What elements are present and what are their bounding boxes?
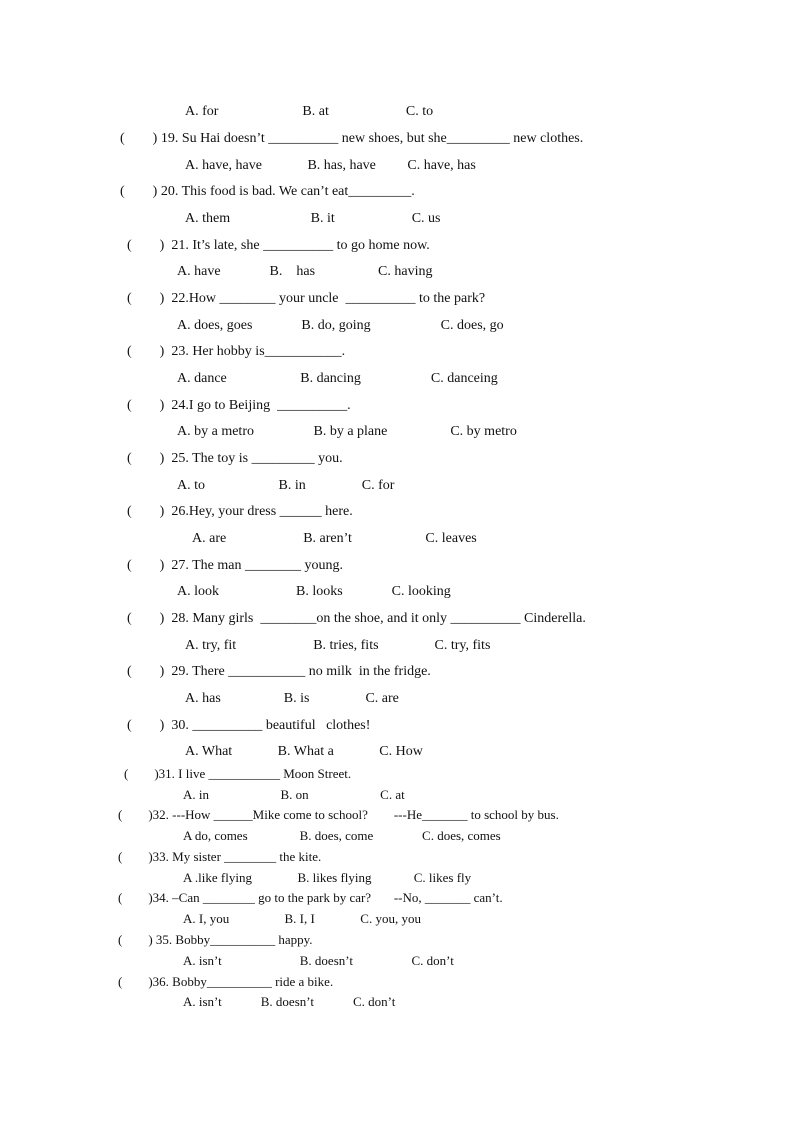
question-36: ( )36. Bobby__________ ride a bike. [118,974,334,989]
question-25: ( ) 25. The toy is _________ you. [127,451,343,466]
question-32: ( )32. ---How ______Mike come to school? ---He_______ to school by bus. [118,807,559,822]
options-24: A. by a metro B. by a plane C. by metro [177,424,517,439]
options-26: A. are B. aren’t C. leaves [192,531,477,546]
options-31: A. in B. on C. at [183,787,405,802]
options-20: A. them B. it C. us [185,211,441,226]
question-26: ( ) 26.Hey, your dress ______ here. [127,504,353,519]
question-20: ( ) 20. This food is bad. We can’t eat_________. [120,184,415,199]
question-28: ( ) 28. Many girls ________on the shoe, and it only __________ Cinderella. [127,611,586,626]
options-32: A do, comes B. does, come C. does, comes [183,828,501,843]
options-33: A .like flying B. likes flying C. likes fly [183,870,472,885]
question-31: ( )31. I live ___________ Moon Street. [124,766,352,781]
options-22: A. does, goes B. do, going C. does, go [177,318,504,333]
options-21: A. have B. has C. having [177,264,433,279]
options-30: A. What B. What a C. How [185,744,423,759]
options-29: A. has B. is C. are [185,691,399,706]
question-21: ( ) 21. It’s late, she __________ to go home now. [127,238,430,253]
question-22: ( ) 22.How ________ your uncle __________ to the park? [127,291,486,306]
options-25: A. to B. in C. for [177,478,395,493]
options-27: A. look B. looks C. looking [177,584,451,599]
question-33: ( )33. My sister ________ the kite. [118,849,322,864]
options-28: A. try, fit B. tries, fits C. try, fits [185,638,491,653]
options-35: A. isn’t B. doesn’t C. don’t [183,953,454,968]
question-23: ( ) 23. Her hobby is___________. [127,344,346,359]
options-34: A. I, you B. I, I C. you, you [183,911,421,926]
options-18: A. for B. at C. to [185,104,434,119]
options-23: A. dance B. dancing C. danceing [177,371,498,386]
question-24: ( ) 24.I go to Beijing __________. [127,398,351,413]
question-29: ( ) 29. There ___________ no milk in the fridge. [127,664,431,679]
question-19: ( ) 19. Su Hai doesn’t __________ new shoes, but she_________ new clothes. [120,131,584,146]
options-36: A. isn’t B. doesn’t C. don’t [183,994,396,1009]
options-19: A. have, have B. has, have C. have, has [185,158,476,173]
question-30: ( ) 30. __________ beautiful clothes! [127,718,371,733]
question-35: ( ) 35. Bobby__________ happy. [118,932,313,947]
question-27: ( ) 27. The man ________ young. [127,558,343,573]
question-34: ( )34. –Can ________ go to the park by car? --No, _______ can’t. [118,890,503,905]
